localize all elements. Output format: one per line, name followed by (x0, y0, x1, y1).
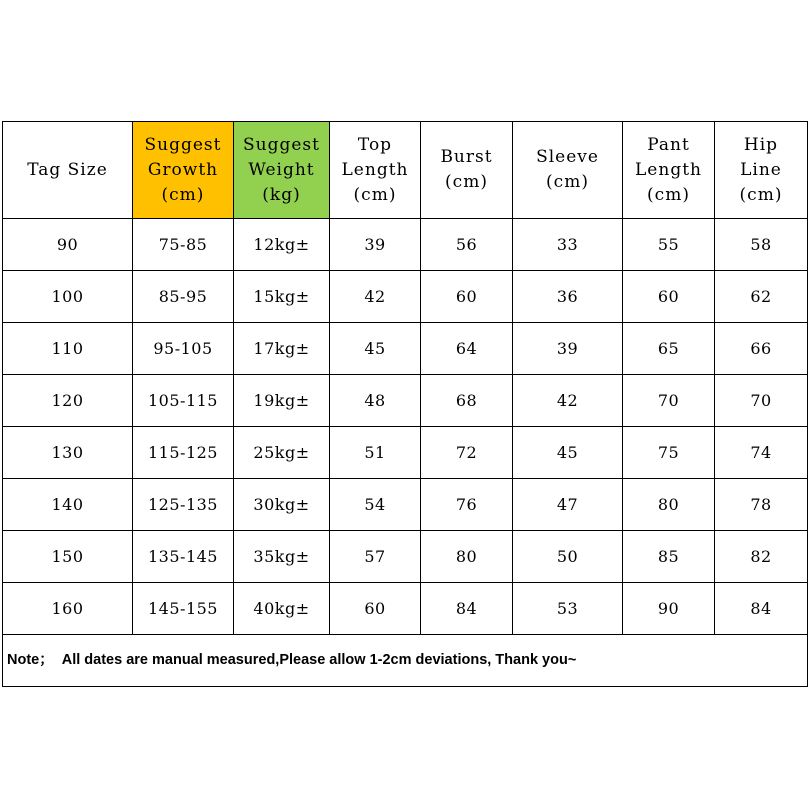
cell-top-length: 60 (330, 583, 421, 635)
table-row (3, 323, 808, 375)
cell-tag-size: 160 (3, 583, 133, 635)
cell-top-length: 54 (330, 479, 421, 531)
header-suggest-growth: Suggest Growth (cm) (133, 122, 234, 219)
cell-suggest-weight: 30kg± (234, 479, 330, 531)
table-row (3, 219, 808, 271)
cell-pant-length: 70 (623, 375, 715, 427)
cell-pant-length: 60 (623, 271, 715, 323)
note-label: Note； (7, 652, 54, 668)
cell-hip-line: 74 (715, 427, 808, 479)
cell-burst: 80 (421, 531, 513, 583)
header-row (3, 122, 808, 219)
cell-hip-line: 62 (715, 271, 808, 323)
cell-hip-line: 84 (715, 583, 808, 635)
cell-burst: 68 (421, 375, 513, 427)
header-pant-length: Pant Length (cm) (623, 122, 715, 219)
cell-tag-size: 140 (3, 479, 133, 531)
cell-suggest-weight: 19kg± (234, 375, 330, 427)
cell-suggest-growth: 125-135 (133, 479, 234, 531)
cell-top-length: 48 (330, 375, 421, 427)
cell-hip-line: 58 (715, 219, 808, 271)
cell-top-length: 57 (330, 531, 421, 583)
cell-suggest-growth: 95-105 (133, 323, 234, 375)
cell-suggest-growth: 105-115 (133, 375, 234, 427)
cell-top-length: 51 (330, 427, 421, 479)
cell-sleeve: 47 (513, 479, 623, 531)
cell-pant-length: 75 (623, 427, 715, 479)
cell-burst: 60 (421, 271, 513, 323)
cell-burst: 84 (421, 583, 513, 635)
size-chart-table (2, 121, 808, 687)
header-suggest-weight: Suggest Weight (kg) (234, 122, 330, 219)
cell-suggest-growth: 135-145 (133, 531, 234, 583)
note-row (3, 635, 808, 687)
cell-sleeve: 33 (513, 219, 623, 271)
cell-suggest-weight: 40kg± (234, 583, 330, 635)
cell-top-length: 42 (330, 271, 421, 323)
cell-pant-length: 55 (623, 219, 715, 271)
note-text: All dates are manual measured,Please allow 1-2cm deviations, Thank you~ (61, 652, 577, 668)
cell-hip-line: 70 (715, 375, 808, 427)
cell-suggest-weight: 25kg± (234, 427, 330, 479)
table-row (3, 583, 808, 635)
header-sleeve: Sleeve (cm) (513, 122, 623, 219)
cell-pant-length: 90 (623, 583, 715, 635)
cell-sleeve: 50 (513, 531, 623, 583)
cell-pant-length: 85 (623, 531, 715, 583)
cell-suggest-weight: 17kg± (234, 323, 330, 375)
header-hip-line: Hip Line (cm) (715, 122, 808, 219)
cell-top-length: 45 (330, 323, 421, 375)
cell-suggest-weight: 35kg± (234, 531, 330, 583)
note-cell (3, 635, 808, 687)
cell-sleeve: 53 (513, 583, 623, 635)
cell-hip-line: 82 (715, 531, 808, 583)
cell-tag-size: 90 (3, 219, 133, 271)
table-row (3, 479, 808, 531)
table-row (3, 375, 808, 427)
cell-sleeve: 45 (513, 427, 623, 479)
cell-pant-length: 80 (623, 479, 715, 531)
cell-suggest-growth: 115-125 (133, 427, 234, 479)
cell-sleeve: 42 (513, 375, 623, 427)
cell-pant-length: 65 (623, 323, 715, 375)
cell-suggest-growth: 85-95 (133, 271, 234, 323)
cell-suggest-weight: 15kg± (234, 271, 330, 323)
table-row (3, 531, 808, 583)
table-row (3, 427, 808, 479)
cell-top-length: 39 (330, 219, 421, 271)
cell-tag-size: 110 (3, 323, 133, 375)
cell-burst: 64 (421, 323, 513, 375)
table-row (3, 271, 808, 323)
cell-tag-size: 150 (3, 531, 133, 583)
cell-suggest-growth: 75-85 (133, 219, 234, 271)
cell-hip-line: 66 (715, 323, 808, 375)
cell-suggest-weight: 12kg± (234, 219, 330, 271)
cell-sleeve: 36 (513, 271, 623, 323)
cell-tag-size: 100 (3, 271, 133, 323)
cell-burst: 72 (421, 427, 513, 479)
cell-tag-size: 130 (3, 427, 133, 479)
header-top-length: Top Length (cm) (330, 122, 421, 219)
cell-hip-line: 78 (715, 479, 808, 531)
cell-sleeve: 39 (513, 323, 623, 375)
cell-burst: 56 (421, 219, 513, 271)
header-tag-size: Tag Size (3, 122, 133, 219)
cell-tag-size: 120 (3, 375, 133, 427)
cell-suggest-growth: 145-155 (133, 583, 234, 635)
header-burst: Burst (cm) (421, 122, 513, 219)
cell-burst: 76 (421, 479, 513, 531)
